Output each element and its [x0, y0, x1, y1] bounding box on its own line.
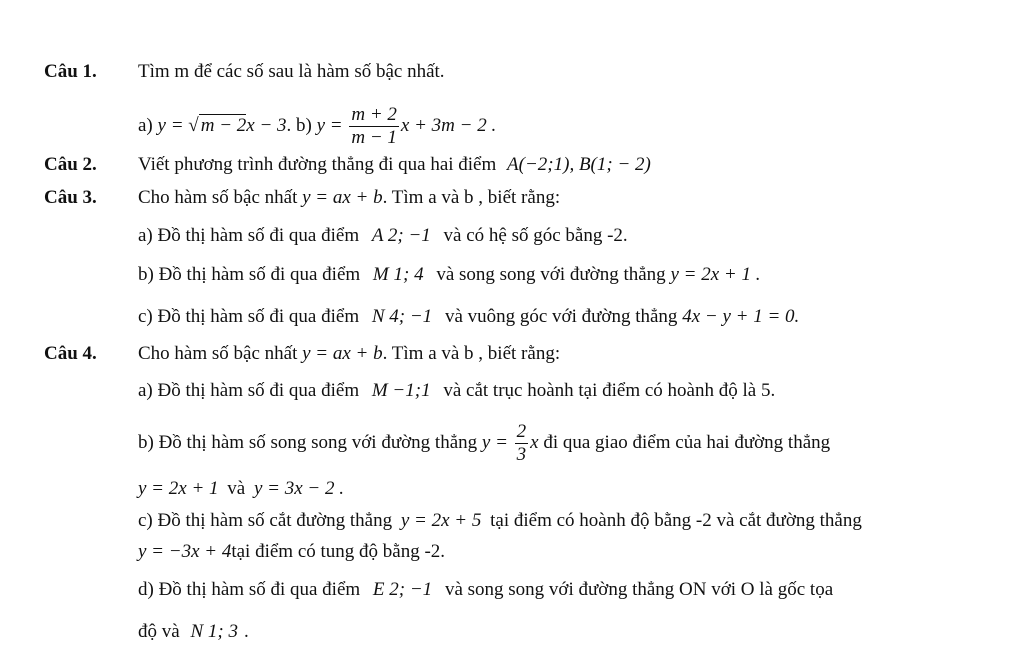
- q3-a-point: A 2; −1: [371, 225, 431, 246]
- q1-a-sqrt: m − 2: [200, 115, 247, 136]
- q4-c2-end: tại điểm có tung độ bằng -2.: [231, 541, 446, 562]
- q4-b-lhs: y =: [481, 432, 508, 453]
- q4-b2-eq2: y = 3x − 2 .: [253, 478, 344, 499]
- q3-a-end: và có hệ số góc bằng -2.: [443, 225, 628, 246]
- q4-b2-eq1: y = 2x + 1: [138, 478, 219, 499]
- q1-b-numerator: m + 2: [351, 104, 397, 126]
- q4-a-point: M −1;1: [371, 380, 431, 401]
- q3-c-end: và vuông góc với đường thẳng: [444, 306, 678, 327]
- q4-d-point: E 2; −1: [372, 579, 433, 600]
- q1-number: Câu 1.: [44, 61, 97, 82]
- q4-a-line: [138, 379, 775, 403]
- q1-a-lhs: y =: [157, 115, 184, 136]
- q1-a-rest: x − 3: [246, 115, 287, 136]
- q4-b-numerator: 2: [516, 421, 527, 443]
- q4-number: Câu 4.: [44, 343, 97, 364]
- q3-a: a) Đồ thị hàm số đi qua điểm: [138, 225, 360, 246]
- q3-eq: y = ax + b: [302, 187, 383, 208]
- q3-b-line: [138, 263, 760, 287]
- q1-a-label: a): [138, 115, 153, 136]
- q3-c: c) Đồ thị hàm số đi qua điểm: [138, 306, 360, 327]
- q4-b: b) Đồ thị hàm số song song với đường thẳng: [138, 432, 478, 453]
- q4-text: Cho hàm số bậc nhất: [138, 343, 298, 364]
- q2-text: Viết phương trình đường thẳng đi qua hai điểm: [138, 154, 497, 175]
- q4-c-eq: y = 2x + 5: [400, 510, 482, 531]
- q3-a-line: [138, 224, 628, 248]
- q3-text: Cho hàm số bậc nhất: [138, 187, 298, 208]
- q3-b-end: và song song với đường thẳng: [436, 264, 666, 285]
- q4-eq: y = ax + b: [302, 343, 383, 364]
- q1-b-denominator: m − 1: [351, 127, 397, 149]
- q4-text2: . Tìm a và b , biết rằng:: [382, 343, 561, 364]
- q3-c-point: N 4; −1: [371, 306, 433, 327]
- q3-b-eq: y = 2x + 1 .: [670, 264, 761, 285]
- q4-c2-line: [138, 540, 445, 564]
- q4-d2-end: .: [243, 621, 249, 642]
- q2-points: A(−2;1), B(1; − 2): [507, 154, 651, 175]
- q4-b2-line: [138, 477, 344, 501]
- q4-c-end: tại điểm có hoành độ bằng -2 và cắt đường thẳng: [490, 510, 862, 531]
- q4-b-fraction: [515, 421, 529, 466]
- q3-c-line: [138, 305, 799, 329]
- q3-text2: . Tìm a và b , biết rằng:: [382, 187, 561, 208]
- q4-b-end: đi qua giao điểm của hai đường thẳng: [543, 432, 831, 453]
- q3-b-point: M 1; 4: [372, 264, 424, 285]
- q1-b-rest: x + 3m − 2 .: [400, 115, 497, 136]
- q1-b-fraction: [349, 104, 399, 149]
- q4-d-end: và song song với đường thẳng ON với O là gốc tọa: [444, 579, 834, 600]
- q2-line: [138, 153, 651, 177]
- q4-d2-point: N 1; 3: [190, 621, 238, 642]
- q4-b-x: x: [530, 432, 539, 453]
- q4-b-denominator: 3: [516, 444, 527, 466]
- q4-d-line: [138, 578, 833, 602]
- q4-d2-line: [138, 620, 249, 644]
- q4-line: [138, 342, 560, 366]
- q4-c2-eq: y = −3x + 4: [138, 541, 232, 562]
- q1-text: Tìm m để các số sau là hàm số bậc nhất.: [138, 61, 445, 82]
- q2-number: Câu 2.: [44, 154, 97, 175]
- q3-number: Câu 3.: [44, 187, 97, 208]
- q4-a: a) Đồ thị hàm số đi qua điểm: [138, 380, 360, 401]
- q4-c: c) Đồ thị hàm số cắt đường thẳng: [138, 510, 393, 531]
- q4-b2-and: và: [227, 478, 246, 499]
- q3-line: [138, 186, 560, 210]
- q1-parts: a) y = √ m − 2x − 3. b) y = $\frac{m + 2}{m - 1}$ x + 3m − 2 .: [138, 104, 497, 149]
- q4-b-line: [138, 419, 830, 467]
- q4-d: d) Đồ thị hàm số đi qua điểm: [138, 579, 361, 600]
- q3-c-eq: 4x − y + 1 = 0.: [682, 306, 800, 327]
- q3-b: b) Đồ thị hàm số đi qua điểm: [138, 264, 361, 285]
- q4-a-end: và cắt trục hoành tại điểm có hoành độ là 5.: [443, 380, 776, 401]
- q4-c-line: [138, 509, 862, 533]
- q4-d2: độ và: [138, 621, 180, 642]
- q1-b-lhs: y =: [316, 115, 343, 136]
- q1-b-sep: . b): [286, 115, 312, 136]
